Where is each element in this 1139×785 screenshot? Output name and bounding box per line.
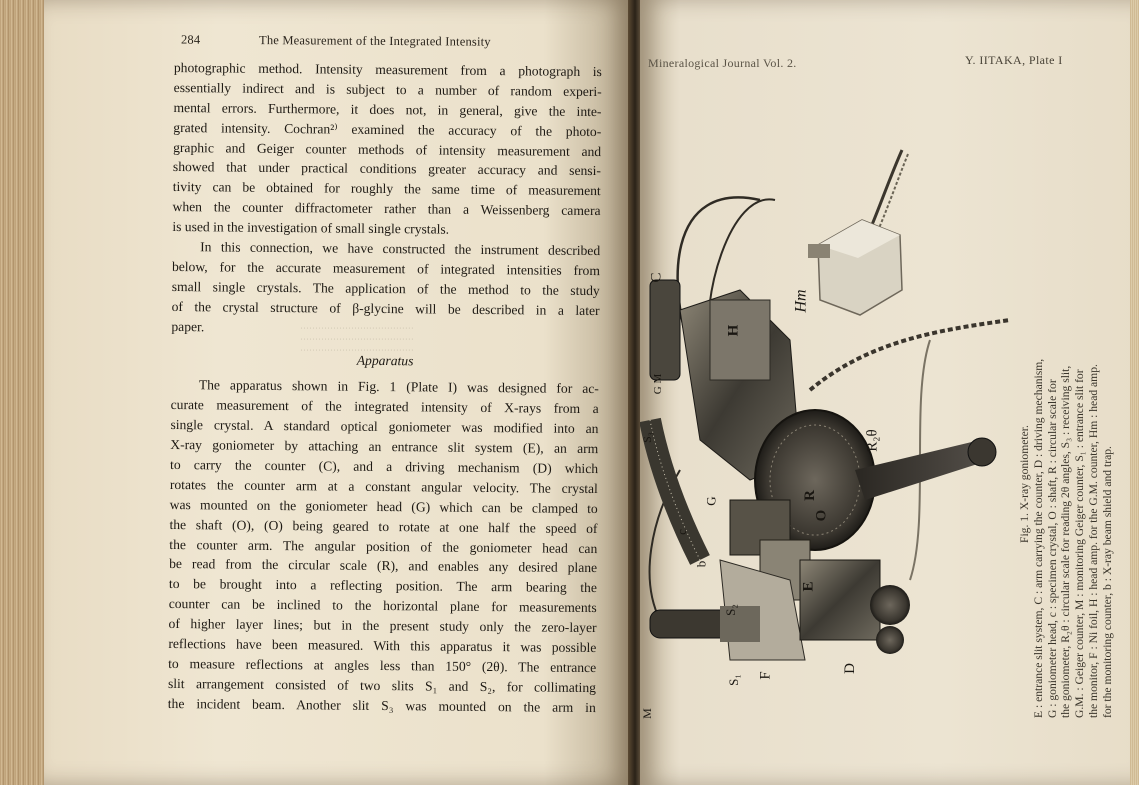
text-line: grated intensity. Cochran²⁾ examined the accuracy of the photo- <box>173 119 602 139</box>
label-f: F <box>757 671 774 680</box>
text-line: slit arrangement consisted of two slits S₁ and S₂, for collimating <box>167 675 597 695</box>
right-page-edges <box>1130 0 1139 785</box>
caption-line: for the monitoring counter, b : X-ray beam shield and trap. <box>1100 446 1114 718</box>
label-r: R <box>801 490 818 501</box>
text-line: tivity can be obtained for roughly the same time of measurement <box>172 179 601 199</box>
text-line: to carry the counter (C), and a driving mechanism (D) which <box>170 457 599 477</box>
cable <box>810 320 1010 390</box>
label-gm: G M <box>652 373 665 395</box>
goniometer-photograph <box>640 140 1010 710</box>
left-page-body <box>168 58 602 718</box>
figure-caption <box>1018 178 1122 718</box>
caption-line: the monitor, F : Ni foil, H : head amp. for the G.M. counter, Hm : head amp. <box>1086 364 1100 718</box>
label-c-crystal: c <box>673 529 689 535</box>
label-s1: S₁ <box>725 674 741 686</box>
text-line: In this connection, we have constructed the instrument described <box>200 239 601 259</box>
text-line: was mounted on the goniometer head (G) which can be clamped to <box>169 496 598 516</box>
text-line: to be brought into a reflecting position. The arm bearing the <box>168 576 598 596</box>
label-e: E <box>800 581 817 592</box>
monitoring-counter <box>650 610 730 638</box>
label-c: C <box>648 272 665 283</box>
show-through-text: ······································ ······································ ······································ <box>300 323 414 355</box>
caption-line: E : entrance slit system, C : arm carrying the counter, D : driving mechanism, <box>1031 358 1045 718</box>
text-line: single crystal. A standard optical goniometer was modified into an <box>170 417 599 437</box>
label-h: H <box>725 324 742 337</box>
text-line: small single crystals. The application of the method to the study <box>171 278 600 298</box>
text-line: the incident beam. Another slit S₃ was mounted on the arm in <box>167 695 596 715</box>
text-line: essentially indirect and is subject to a number of random experi- <box>173 79 602 99</box>
geiger-counter-tube <box>650 280 680 380</box>
plate-label: Y. IITAKA, Plate I <box>965 53 1063 67</box>
text-line: of the crystal structure of β-glycine will be described in a later <box>171 298 600 318</box>
text-line: paper. <box>171 318 205 334</box>
text-line: the counter arm. The angular position of the goniometer head can <box>169 536 598 556</box>
label-d: D <box>841 663 858 674</box>
paragraph-2 <box>171 237 600 341</box>
running-header <box>181 33 601 51</box>
page-number: 284 <box>180 32 201 47</box>
counterweight <box>968 438 996 466</box>
text-line: to measure reflections at angles less than 150° (2θ). The entrance <box>168 655 597 676</box>
text-line: below, for the accurate measurement of integrated intensities from <box>171 258 601 279</box>
driving-mechanism <box>800 560 880 640</box>
text-line: mental errors. Furthermore, it does not, in general, give the inte- <box>173 99 602 119</box>
label-r2theta: R₂θ <box>864 429 881 452</box>
text-line: showed that under practical conditions greater accuracy and sensi- <box>172 159 602 179</box>
arc-scale <box>650 420 700 560</box>
figure-caption-container <box>1018 178 1122 718</box>
label-g: G <box>703 496 719 506</box>
book-page-edges <box>0 0 44 785</box>
text-line: reflections have been measured. With this apparatus it was possible <box>168 636 597 656</box>
label-s3: S₃ <box>639 432 654 443</box>
text-line: graphic and Geiger counter methods of intensity measurement and <box>173 139 602 159</box>
section-heading: Apparatus <box>356 353 414 369</box>
paragraph-1 <box>172 58 602 241</box>
caption-line: the goniometer, R₂θ : circular scale for reading 2θ angles, S₃ : receiving slit, <box>1059 365 1073 718</box>
label-m: M <box>639 708 654 719</box>
caption-line: G : goniometer head, c : specimen crystal, O : shaft, R : circular scale for <box>1045 379 1059 718</box>
text-line: The apparatus shown in Fig. 1 (Plate I) was designed for ac- <box>198 377 599 397</box>
label-hm: Hm <box>792 289 810 313</box>
running-header-title: The Measurement of the Integrated Intensity <box>258 33 491 49</box>
wheel <box>870 585 910 625</box>
journal-title: Mineralogical Journal Vol. 2. <box>648 56 797 70</box>
text-line: be read from the circular scale (R), and enables any desired plane <box>169 556 598 576</box>
caption-title: Fig. 1. X-ray goniometer. <box>1018 425 1031 543</box>
text-line: X-ray goniometer by attaching an entrance slit system (E), an arm <box>170 437 599 457</box>
text-line: when the counter diffractometer rather than a Weissenberg camera <box>172 199 601 219</box>
label-b: b <box>693 560 709 568</box>
label-s2: S₂ <box>722 604 738 616</box>
text-line: curate measurement of the integrated intensity of X-rays from a <box>170 397 599 417</box>
caption-line: G.M. : Geiger counter, M : monitoring Geiger counter, S₁ : entrance slit for <box>1073 369 1087 718</box>
text-line: of higher layer lines; but in the present study only the zero-layer <box>168 616 597 636</box>
text-line: the shaft (O), (O) being geared to rotate at one half the speed of <box>169 516 598 536</box>
text-line: is used in the investigation of small single crystals. <box>172 219 450 237</box>
paragraph-3 <box>168 375 599 717</box>
label-o: O <box>813 509 830 522</box>
text-line: counter can be inclined to the horizontal plane for measurements <box>168 596 597 616</box>
text-line: rotates the counter arm at a constant angular velocity. The crystal <box>169 476 598 497</box>
text-line: photographic method. Intensity measurement from a photograph is <box>173 59 602 80</box>
wheel <box>876 626 904 654</box>
